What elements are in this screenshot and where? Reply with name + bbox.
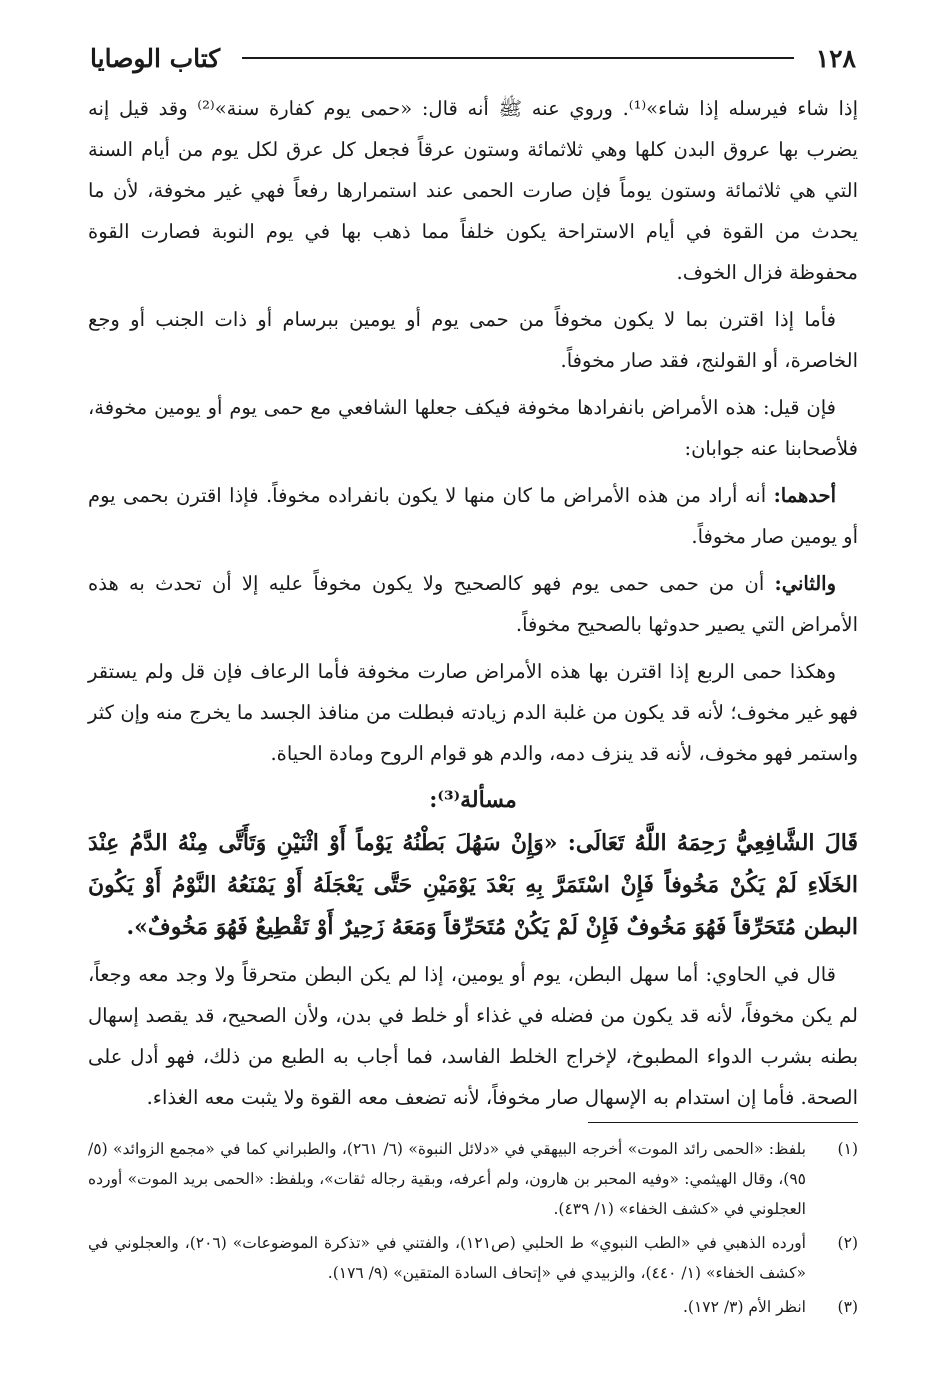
paragraph-5-text: أن من حمى حمى يوم فهو كالصحيح ولا يكون مخوفاً عليه إلا أن تحدث به هذه الأمراض التي يصير حدوثها بالصحيح مخوفاً. [88, 572, 858, 636]
shafii-quote: قَالَ الشَّافِعِيُّ رَحِمَهُ اللَّهُ تَعَالَى: «وَإِنْ سَهُلَ بَطْنُهُ يَوْماً أَوْ اثْنَيْنِ وَتَأَتَّى مِنْهُ الدَّمُ عِنْدَ الخَلَاءِ لَمْ يَكُنْ مَخُوفاً فَإِنْ اسْتَمَرَّ بِهِ بَعْدَ يَوْمَيْنِ حَتَّى يَعْجَلَهُ أَوْ يَمْنَعُهُ النَّوْمُ أَوْ يَكُونَ البطن مُتَحَرِّقاً فَهُوَ مَخُوفٌ فَإِنْ لَمْ يَكُنْ مُتَحَرِّقاً وَمَعَهُ زَحِيرٌ أَوْ تَقْطِيعٌ فَهُوَ مَخُوفٌ». [88, 830, 858, 940]
footnotes [88, 1134, 858, 1326]
paragraph-5 [88, 563, 858, 645]
paragraph-7: قال في الحاوي: أما سهل البطن، يوم أو يومين، إذا لم يكن البطن متحرقاً ولا وجد معه وجعاً، لم يكن مخوفاً، لأنه قد يكون من فضله في غذاء أو خلط في بدن، ولأن الصحيح، قد يقصد إسهال بطنه بشرب الدواء المطبوخ، لإخراج الخلط الفاسد، فما أجاب به الطبع من ذلك، فهو أدل على الصحة. فأما إن استدام به الإسهال صار مخوفاً، لأنه تضعف معه القوة ولا يثبت معه الغذاء. [88, 963, 858, 1109]
paragraph-2: فأما إذا اقترن بما لا يكون مخوفاً من حمى يوم أو يومين ببرسام أو ذات الجنب أو وجع الخاصرة، أو القولنج، فقد صار مخوفاً. [88, 308, 858, 372]
footnote-text: أورده الذهبي في «الطب النبوي» ط الحلبي (ص١٢١)، والفتني في «تذكرة الموضوعات» (٢٠٦)، والعجلوني في «كشف الخفاء» (١/ ٤٤٠)، والزبيدي في «إتحاف السادة المتقين» (٩/ ١٧٦). [88, 1234, 806, 1282]
footnote-text: بلفظ: «الحمى رائد الموت» أخرجه البيهقي في «دلائل النبوة» (٦/ ٢٦١)، والطبراني كما في «مجمع الزوائد» (٥/ ٩٥)، وقال الهيثمي: «وفيه المحبر بن هارون، ولم أعرفه، وبقية رجاله ثقات»، وبلفظ: «الحمى بريد الموت» أورده العجلوني في «كشف الخفاء» (١/ ٤٣٩). [88, 1140, 807, 1218]
masala-heading: مسألة⁽³⁾: [429, 787, 517, 813]
footnote-separator [588, 1122, 858, 1123]
footnote [88, 1228, 858, 1288]
paragraph-5-lead: والثاني: [774, 572, 836, 595]
footnote-number: (١) [837, 1140, 858, 1158]
paragraph-3: فإن قيل: هذه الأمراض بانفرادها مخوفة فيكف جعلها الشافعي مع حمى يوم أو يومين مخوفة، فلأصحابنا عنه جوابان: [88, 396, 858, 460]
header-rule [242, 57, 794, 59]
page-number: ١٢٨ [815, 43, 856, 73]
book-title: كتاب الوصايا [90, 43, 221, 73]
paragraph-4-text: أنه أراد من هذه الأمراض ما كان منها لا يكون بانفراده مخوفاً. فإذا اقترن بحمى يوم أو يومين صار مخوفاً. [88, 484, 858, 548]
page-header [90, 38, 856, 78]
paragraph-4 [88, 475, 858, 557]
footnote-number: (٣) [837, 1298, 858, 1316]
footnote [88, 1134, 858, 1224]
paragraph-1: إذا شاء فيرسله إذا شاء»⁽¹⁾. وروي عنه ﷺ أنه قال: «حمى يوم كفارة سنة»⁽²⁾ وقد قيل إنه يضرب بها عروق البدن كلها وهي ثلاثمائة وستون عرقاً فجعل كل عرق لكل يوم من أيام السنة التي هي ثلاثمائة وستون يوماً فإن صارت الحمى عند استمرارها رفعاً فهي غير مخوفة، لأن ما يحدث من القوة في أيام الاستراحة يكون خلفاً مما ذهب بها في يوم النوبة فصارت القوة محفوظة فزال الخوف. [88, 97, 858, 284]
footnote [88, 1292, 858, 1322]
main-text [88, 88, 858, 1124]
footnote-text: انظر الأم (٣/ ١٧٢). [683, 1298, 806, 1316]
paragraph-4-lead: أحدهما: [773, 484, 836, 507]
paragraph-6: وهكذا حمى الربع إذا اقترن بها هذه الأمراض صارت مخوفة فأما الرعاف فإن قل ولم يستقر فهو غير مخوف؛ لأنه قد يكون من غلبة الدم زيادته فبطلت من منافذ الجسد ما يخرج منه وإن كثر واستمر فهو مخوف، لأنه قد ينزف دمه، والدم هو قوام الروح ومادة الحياة. [88, 660, 858, 765]
footnote-number: (٢) [837, 1234, 858, 1252]
